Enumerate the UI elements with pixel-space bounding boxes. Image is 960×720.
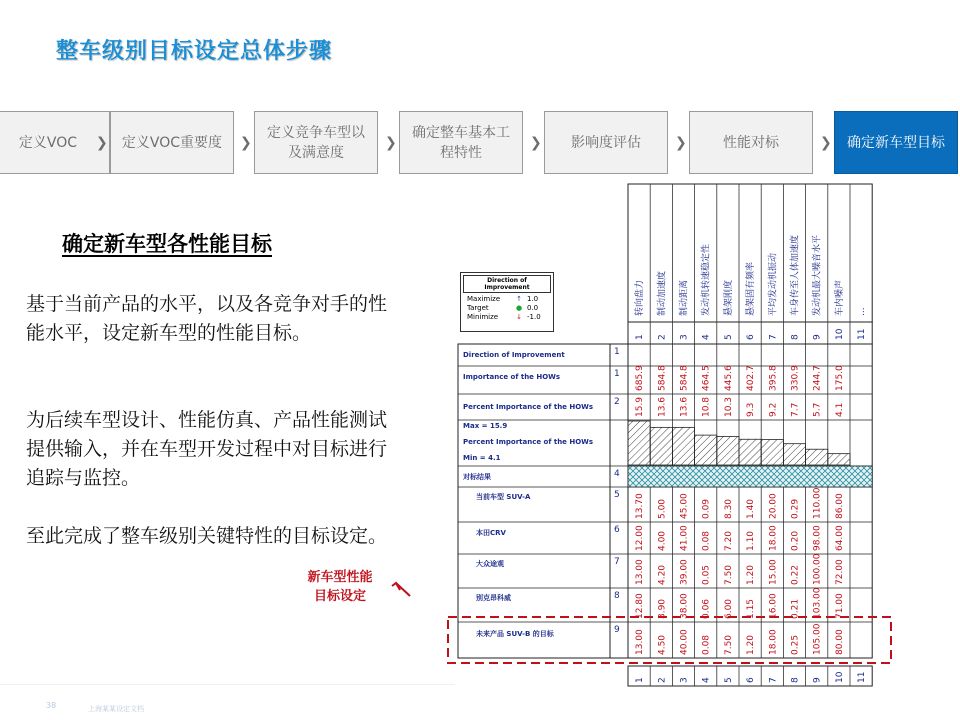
- row-label: 本田CRV: [476, 529, 506, 537]
- row-label: Percent Importance of the HOWs: [463, 403, 594, 411]
- importance-bar: [783, 444, 805, 465]
- suv-a-value: 0.29: [790, 498, 801, 519]
- column-number-box: [628, 322, 872, 344]
- importance-bar: [739, 439, 761, 465]
- row-label: 当前车型 SUV-A: [476, 493, 531, 501]
- row-label: Percent Importance of the HOWs: [463, 438, 594, 446]
- column-number: 6: [746, 677, 757, 683]
- chevron-right-icon: ❯: [820, 135, 832, 151]
- column-header: 悬架刚度: [723, 279, 734, 316]
- crv-value: 12.00: [635, 525, 646, 551]
- column-number: 10: [834, 328, 845, 340]
- footer-divider: [0, 684, 455, 685]
- legend-value: -1.0: [527, 313, 541, 321]
- step-label: 影响度评估: [571, 134, 641, 151]
- column-header: ...: [857, 307, 868, 316]
- importance-value: 445.6: [723, 365, 734, 391]
- importance-value: 244.7: [812, 365, 823, 391]
- importance-bar: [672, 427, 694, 465]
- column-header: 悬架固有频率: [746, 261, 757, 316]
- column-header: 车身传至人体加速度: [790, 234, 801, 316]
- paragraph-1: 基于当前产品的水平，以及各竞争对手的性能水平，设定新车型的性能目标。: [26, 293, 388, 344]
- percent-value: 9.3: [746, 402, 757, 417]
- legend-row-target: [461, 304, 553, 313]
- target-value: 1.20: [746, 634, 757, 655]
- target-value: 105.00: [812, 623, 823, 655]
- importance-bar: [806, 449, 828, 465]
- row-label: 大众途观: [476, 560, 504, 568]
- target-value: 13.00: [635, 629, 646, 655]
- percent-value: 5.7: [812, 402, 823, 417]
- chevron-right-icon: ❯: [96, 135, 108, 151]
- row-number: 6: [614, 525, 620, 535]
- percent-value: 4.1: [834, 402, 845, 417]
- column-number: 11: [857, 328, 868, 340]
- column-number: 6: [746, 334, 757, 340]
- importance-bar: [828, 454, 850, 465]
- chevron-right-icon: ❯: [530, 135, 542, 151]
- header-box: [628, 184, 872, 322]
- crv-value: 18.00: [768, 525, 779, 551]
- tiguan-value: 4.20: [657, 564, 668, 585]
- column-number: 8: [790, 334, 801, 340]
- arrow-up-icon: ↑: [516, 295, 522, 303]
- row-number: 2: [614, 397, 620, 407]
- column-number: 1: [635, 334, 646, 340]
- paragraph-3: 至此完成了整车级别关键特性的目标设定。: [26, 525, 388, 547]
- envision-value: 71.00: [834, 593, 845, 619]
- column-number: 10: [834, 671, 845, 683]
- slide-title: 整车级别目标设定总体步骤: [56, 39, 333, 64]
- envision-value: 16.00: [768, 593, 779, 619]
- suv-a-value: 110.00: [812, 487, 823, 519]
- section-heading: 确定新车型各性能目标: [62, 232, 272, 256]
- legend-label: Target: [467, 304, 489, 312]
- row-number: 4: [614, 469, 620, 479]
- step-new-model-targets[interactable]: [834, 111, 958, 174]
- column-number: 4: [701, 334, 712, 340]
- suv-a-value: 8.30: [723, 498, 734, 519]
- column-number: 1: [635, 677, 646, 683]
- importance-value: 175.0: [834, 365, 845, 391]
- step-define-voc[interactable]: [0, 111, 110, 174]
- suv-a-value: 13.70: [635, 493, 646, 519]
- row-number: 5: [614, 490, 620, 500]
- step-voc-importance[interactable]: [110, 111, 234, 174]
- row-label: Importance of the HOWs: [463, 373, 561, 381]
- percent-value: 10.8: [701, 396, 712, 417]
- suv-a-value: 45.00: [679, 493, 690, 519]
- row-number: 8: [614, 591, 620, 601]
- importance-value: 330.9: [790, 365, 801, 391]
- column-number: 3: [679, 677, 690, 683]
- crv-value: 98.00: [812, 525, 823, 551]
- row-label: Min = 4.1: [463, 454, 501, 462]
- row-number: 1: [614, 347, 620, 357]
- importance-value: 584.8: [679, 365, 690, 391]
- tiguan-value: 0.22: [790, 564, 801, 585]
- envision-value: 12.80: [635, 593, 646, 619]
- column-header: 平均发动机振动: [768, 252, 779, 316]
- step-engineering-characteristics[interactable]: [399, 111, 523, 174]
- column-number: 5: [723, 334, 734, 340]
- tiguan-value: 15.00: [768, 559, 779, 585]
- step-competitors[interactable]: [254, 111, 378, 174]
- importance-value: 464.5: [701, 365, 712, 391]
- legend-label: Minimize: [467, 313, 499, 321]
- importance-bar: [761, 440, 783, 465]
- percent-value: 7.7: [790, 402, 801, 417]
- column-number: 5: [723, 677, 734, 683]
- circle-icon: ●: [515, 304, 523, 312]
- importance-bar: [695, 435, 717, 465]
- column-header: 制动距离: [679, 279, 690, 316]
- envision-value: 0.21: [790, 598, 801, 619]
- callout-line-2: 目标设定: [313, 589, 366, 604]
- step-impact-assessment[interactable]: [544, 111, 668, 174]
- column-number: 8: [790, 677, 801, 683]
- column-number: 9: [812, 334, 823, 340]
- tiguan-value: 0.05: [701, 564, 712, 585]
- row-label: 未来产品 SUV-B 的目标: [476, 630, 554, 638]
- importance-value: 584.8: [657, 365, 668, 391]
- benchmark-hatch: [628, 466, 872, 487]
- column-header: 发动机转速稳定性: [701, 243, 712, 316]
- row-number: 1: [614, 369, 620, 379]
- row-number: 7: [614, 557, 620, 567]
- legend-value: 0.0: [527, 304, 539, 312]
- legend-row-maximize: [461, 295, 553, 304]
- improvement-legend: [460, 272, 554, 332]
- step-label: 确定整车基本工程特性: [412, 124, 510, 161]
- importance-bar: [717, 436, 739, 465]
- envision-value: 1.15: [746, 598, 757, 619]
- target-value: 80.00: [834, 629, 845, 655]
- tiguan-value: 13.00: [635, 559, 646, 585]
- target-callout: [296, 568, 384, 606]
- percent-value: 13.6: [657, 396, 668, 417]
- legend-value: 1.0: [527, 295, 539, 303]
- percent-value: 9.2: [768, 402, 779, 417]
- legend-title: Direction of Improvement: [463, 275, 551, 293]
- target-value: 4.50: [657, 634, 668, 655]
- column-number: 9: [812, 677, 823, 683]
- crv-value: 64.00: [834, 525, 845, 551]
- callout-line-1: 新车型性能: [307, 570, 373, 585]
- row-label: Max = 15.9: [463, 422, 508, 430]
- target-value: 18.00: [768, 629, 779, 655]
- percent-value: 15.9: [635, 396, 646, 417]
- column-number: 2: [657, 334, 668, 340]
- suv-a-value: 86.00: [834, 493, 845, 519]
- row-label: 别克昂科威: [476, 594, 511, 602]
- column-number: 3: [679, 334, 690, 340]
- column-number: 7: [768, 677, 779, 683]
- crv-value: 7.20: [723, 530, 734, 551]
- matrix-outer-border: [458, 344, 872, 658]
- step-label: 定义VOC: [18, 134, 78, 151]
- tiguan-value: 7.50: [723, 564, 734, 585]
- target-value: 0.08: [701, 634, 712, 655]
- percent-value: 13.6: [679, 396, 690, 417]
- importance-value: 402.7: [746, 365, 757, 391]
- suv-a-value: 0.09: [701, 498, 712, 519]
- target-value: 0.25: [790, 634, 801, 655]
- suv-a-value: 1.40: [746, 498, 757, 519]
- importance-bar: [628, 421, 650, 465]
- tiguan-value: 39.00: [679, 559, 690, 585]
- crv-value: 1.10: [746, 530, 757, 551]
- step-label: 定义VOC重要度: [121, 134, 223, 151]
- importance-bar: [650, 427, 672, 465]
- footer-text: 上海某某设定文档: [88, 705, 144, 713]
- chevron-right-icon: ❯: [240, 135, 252, 151]
- column-number: 11: [857, 671, 868, 683]
- percent-value: 10.3: [723, 396, 734, 417]
- envision-value: 3.90: [657, 598, 668, 619]
- crv-value: 0.20: [790, 530, 801, 551]
- bottom-number-box: [628, 666, 872, 686]
- tiguan-value: 72.00: [834, 559, 845, 585]
- callout-arrow: [396, 583, 410, 596]
- legend-row-minimize: [461, 313, 553, 322]
- column-number: 2: [657, 677, 668, 683]
- crv-value: 4.00: [657, 530, 668, 551]
- column-header: 车内噪声: [834, 279, 845, 316]
- crv-value: 41.00: [679, 525, 690, 551]
- matrix-grid: [458, 184, 872, 686]
- paragraph-2: 为后续车型设计、性能仿真、产品性能测试提供输入，并在车型开发过程中对目标进行追踪与监控。: [26, 409, 388, 489]
- column-number: 7: [768, 334, 779, 340]
- legend-label: Maximize: [467, 295, 501, 303]
- chevron-right-icon: ❯: [385, 135, 397, 151]
- step-label: 确定新车型目标: [847, 134, 945, 151]
- row-number: 9: [614, 625, 620, 635]
- arrowhead-icon: [392, 583, 400, 590]
- crv-value: 0.08: [701, 530, 712, 551]
- row-label: Direction of Improvement: [463, 351, 565, 359]
- target-value: 40.00: [679, 629, 690, 655]
- page-number: 38: [46, 701, 57, 710]
- step-label: 定义竞争车型以及满意度: [267, 124, 365, 161]
- tiguan-value: 100.00: [812, 553, 823, 585]
- envision-value: 103.00: [812, 587, 823, 619]
- column-header: 转向盘力: [635, 279, 646, 316]
- envision-value: 0.06: [701, 598, 712, 619]
- importance-value: 685.9: [635, 365, 646, 391]
- suv-a-value: 20.00: [768, 493, 779, 519]
- target-row-highlight: [448, 617, 891, 663]
- column-number: 4: [701, 677, 712, 683]
- envision-value: 38.00: [679, 593, 690, 619]
- row-label: 对标结果: [463, 473, 491, 481]
- column-header: 制动加速度: [657, 270, 668, 316]
- step-benchmarking[interactable]: [689, 111, 813, 174]
- arrow-down-icon: ↓: [516, 313, 522, 321]
- envision-value: 6.00: [723, 598, 734, 619]
- column-header: 发动机最大噪音水平: [812, 234, 823, 316]
- suv-a-value: 5.00: [657, 498, 668, 519]
- tiguan-value: 1.20: [746, 564, 757, 585]
- chevron-right-icon: ❯: [675, 135, 687, 151]
- target-value: 7.50: [723, 634, 734, 655]
- step-label: 性能对标: [723, 134, 779, 151]
- importance-value: 395.8: [768, 365, 779, 391]
